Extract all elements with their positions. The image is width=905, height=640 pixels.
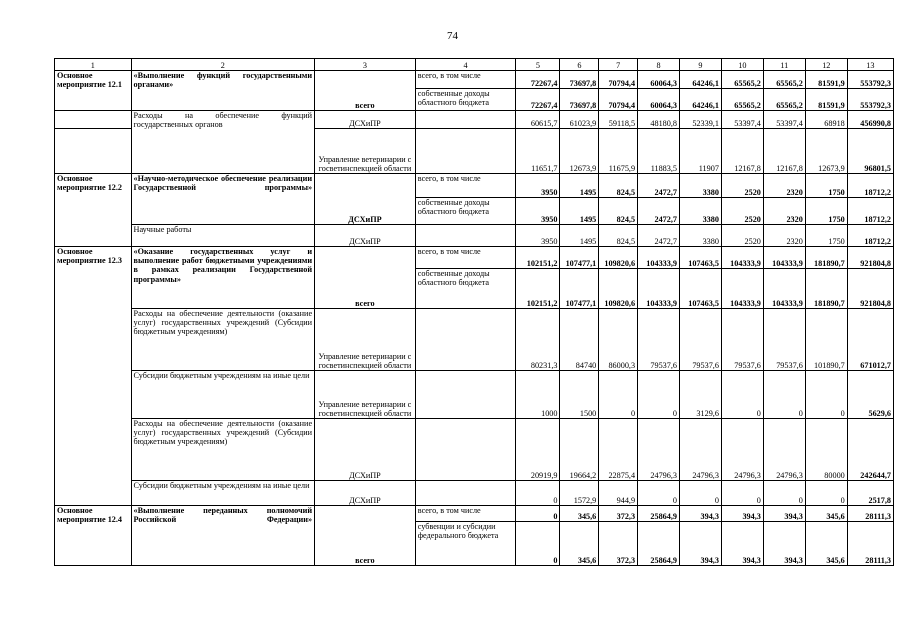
value-cell: 553792,3 xyxy=(847,71,893,89)
funding-source: всего, в том числе xyxy=(415,247,516,269)
value-cell: 65565,2 xyxy=(721,71,763,89)
value-cell: 102151,2 xyxy=(516,247,560,269)
budget-table xyxy=(54,58,894,566)
executor-cell: ДСХиПР xyxy=(315,481,416,506)
value-cell: 1750 xyxy=(805,225,847,247)
value-cell: 0 xyxy=(638,481,680,506)
measure-title: «Научно-методическое обеспечение реализации Государственной программы» xyxy=(131,174,315,225)
measure-title: «Выполнение переданных полномочий Российской Федерации» xyxy=(131,506,315,566)
value-cell: 68918 xyxy=(805,111,847,129)
executor-cell: всего xyxy=(315,506,416,566)
value-cell: 65565,2 xyxy=(763,89,805,111)
measure-title: «Оказание государственных услуг и выполнение работ бюджетными учреждениями в рамках реализации Государственной программы» xyxy=(131,247,315,309)
value-cell: 242644,7 xyxy=(847,419,893,481)
funding-source: собственные доходы областного бюджета xyxy=(415,198,516,225)
value-cell: 3129,6 xyxy=(680,371,722,419)
value-cell: 1495 xyxy=(560,174,599,198)
value-cell: 104333,9 xyxy=(763,247,805,269)
header-cell: 6 xyxy=(560,59,599,71)
value-cell: 18712,2 xyxy=(847,198,893,225)
value-cell: 12167,8 xyxy=(721,129,763,174)
value-cell: 102151,2 xyxy=(516,269,560,309)
value-cell: 109820,6 xyxy=(599,269,638,309)
value-cell: 101890,7 xyxy=(805,309,847,371)
value-cell: 0 xyxy=(763,481,805,506)
value-cell: 11675,9 xyxy=(599,129,638,174)
executor-cell: всего xyxy=(315,247,416,309)
table-row xyxy=(55,225,894,247)
empty-cell xyxy=(415,481,516,506)
value-cell: 0 xyxy=(805,371,847,419)
executor-cell: Управление ветеринарии с госветинспекцией области xyxy=(315,129,416,174)
value-cell: 61023,9 xyxy=(560,111,599,129)
header-cell: 4 xyxy=(415,59,516,71)
value-cell: 824,5 xyxy=(599,198,638,225)
table-row xyxy=(55,174,894,198)
value-cell: 181890,7 xyxy=(805,269,847,309)
executor-cell: ДСХиПР xyxy=(315,419,416,481)
value-cell: 104333,9 xyxy=(721,247,763,269)
value-cell: 2520 xyxy=(721,198,763,225)
table-row xyxy=(55,481,894,506)
value-cell: 921804,8 xyxy=(847,269,893,309)
value-cell: 53397,4 xyxy=(721,111,763,129)
header-cell: 13 xyxy=(847,59,893,71)
value-cell: 24796,3 xyxy=(763,419,805,481)
value-cell: 18712,2 xyxy=(847,174,893,198)
value-cell: 456990,8 xyxy=(847,111,893,129)
value-cell: 11883,5 xyxy=(638,129,680,174)
header-cell: 9 xyxy=(680,59,722,71)
value-cell: 0 xyxy=(680,481,722,506)
header-cell: 3 xyxy=(315,59,416,71)
measure-label: Основное мероприятие 12.3 xyxy=(55,247,132,506)
value-cell: 64246,1 xyxy=(680,89,722,111)
value-cell: 20919,9 xyxy=(516,419,560,481)
value-cell: 24796,3 xyxy=(680,419,722,481)
value-cell: 3950 xyxy=(516,225,560,247)
value-cell: 372,3 xyxy=(599,506,638,522)
funding-source: всего, в том числе xyxy=(415,174,516,198)
header-cell: 12 xyxy=(805,59,847,71)
executor-cell: ДСХиПР xyxy=(315,174,416,225)
value-cell: 944,9 xyxy=(599,481,638,506)
value-cell: 11907 xyxy=(680,129,722,174)
activity-name: Субсидии бюджетным учреждениям на иные цели xyxy=(131,371,315,419)
value-cell: 80000 xyxy=(805,419,847,481)
value-cell: 65565,2 xyxy=(721,89,763,111)
value-cell: 3380 xyxy=(680,225,722,247)
value-cell: 65565,2 xyxy=(763,71,805,89)
value-cell: 372,3 xyxy=(599,522,638,566)
value-cell: 1750 xyxy=(805,174,847,198)
executor-cell: Управление ветеринарии с госветинспекцией области xyxy=(315,309,416,371)
value-cell: 107477,1 xyxy=(560,269,599,309)
value-cell: 2517,8 xyxy=(847,481,893,506)
value-cell: 70794,4 xyxy=(599,89,638,111)
value-cell: 73697,8 xyxy=(560,89,599,111)
value-cell: 1750 xyxy=(805,198,847,225)
value-cell: 73697,8 xyxy=(560,71,599,89)
value-cell: 1500 xyxy=(560,371,599,419)
value-cell: 2472,7 xyxy=(638,225,680,247)
value-cell: 28111,3 xyxy=(847,506,893,522)
value-cell: 12673,9 xyxy=(560,129,599,174)
value-cell: 52339,1 xyxy=(680,111,722,129)
activity-name: Расходы на обеспечение деятельности (оказание услуг) государственных учреждений (Субсидии бюджетным учреждениям) xyxy=(131,419,315,481)
value-cell: 107463,5 xyxy=(680,269,722,309)
funding-source: всего, в том числе xyxy=(415,506,516,522)
page-number: 74 xyxy=(447,30,458,42)
value-cell: 671012,7 xyxy=(847,309,893,371)
value-cell: 28111,3 xyxy=(847,522,893,566)
value-cell: 0 xyxy=(763,371,805,419)
header-row xyxy=(55,59,894,71)
value-cell: 0 xyxy=(721,481,763,506)
value-cell: 553792,3 xyxy=(847,89,893,111)
value-cell: 0 xyxy=(516,522,560,566)
value-cell: 0 xyxy=(805,481,847,506)
measure-label: Основное мероприятие 12.4 xyxy=(55,506,132,566)
value-cell: 5629,6 xyxy=(847,371,893,419)
value-cell: 2472,7 xyxy=(638,198,680,225)
value-cell: 22875,4 xyxy=(599,419,638,481)
header-cell: 10 xyxy=(721,59,763,71)
value-cell: 84740 xyxy=(560,309,599,371)
value-cell: 2520 xyxy=(721,174,763,198)
value-cell: 394,3 xyxy=(721,506,763,522)
funding-source: собственные доходы областного бюджета xyxy=(415,269,516,309)
measure-title: «Выполнение функций государственными органами» xyxy=(131,71,315,111)
value-cell: 18712,2 xyxy=(847,225,893,247)
value-cell: 394,3 xyxy=(721,522,763,566)
value-cell: 104333,9 xyxy=(638,247,680,269)
funding-source: собственные доходы областного бюджета xyxy=(415,89,516,111)
value-cell: 12167,8 xyxy=(763,129,805,174)
value-cell: 81591,9 xyxy=(805,89,847,111)
table-row xyxy=(55,247,894,269)
measure-label: Основное мероприятие 12.2 xyxy=(55,174,132,247)
value-cell: 70794,4 xyxy=(599,71,638,89)
value-cell: 60064,3 xyxy=(638,89,680,111)
empty-cell xyxy=(415,129,516,174)
empty-cell xyxy=(415,419,516,481)
value-cell: 0 xyxy=(516,481,560,506)
table-row xyxy=(55,309,894,371)
value-cell: 394,3 xyxy=(680,506,722,522)
value-cell: 19664,2 xyxy=(560,419,599,481)
activity-name: Расходы на обеспечение деятельности (оказание услуг) государственных учреждений (Субсидии бюджетным учреждениям) xyxy=(131,309,315,371)
value-cell: 824,5 xyxy=(599,174,638,198)
table-row xyxy=(55,506,894,522)
value-cell: 1495 xyxy=(560,225,599,247)
value-cell: 79537,6 xyxy=(638,309,680,371)
value-cell: 72267,4 xyxy=(516,89,560,111)
empty-cell xyxy=(55,111,132,129)
value-cell: 0 xyxy=(516,506,560,522)
value-cell: 12673,9 xyxy=(805,129,847,174)
value-cell: 345,6 xyxy=(560,506,599,522)
value-cell: 3950 xyxy=(516,174,560,198)
value-cell: 1000 xyxy=(516,371,560,419)
value-cell: 80231,3 xyxy=(516,309,560,371)
value-cell: 109820,6 xyxy=(599,247,638,269)
value-cell: 2320 xyxy=(763,225,805,247)
value-cell: 3950 xyxy=(516,198,560,225)
value-cell: 53397,4 xyxy=(763,111,805,129)
value-cell: 2320 xyxy=(763,198,805,225)
value-cell: 81591,9 xyxy=(805,71,847,89)
value-cell: 345,6 xyxy=(805,522,847,566)
value-cell: 824,5 xyxy=(599,225,638,247)
header-cell: 1 xyxy=(55,59,132,71)
table-row xyxy=(55,371,894,419)
table-row xyxy=(55,111,894,129)
value-cell: 25864,9 xyxy=(638,506,680,522)
activity-name: Научные работы xyxy=(131,225,315,247)
value-cell: 79537,6 xyxy=(721,309,763,371)
empty-cell xyxy=(415,309,516,371)
value-cell: 72267,4 xyxy=(516,71,560,89)
table-row xyxy=(55,71,894,89)
value-cell: 104333,9 xyxy=(721,269,763,309)
empty-cell xyxy=(55,129,132,174)
executor-cell: ДСХиПР xyxy=(315,111,416,129)
value-cell: 0 xyxy=(721,371,763,419)
value-cell: 2520 xyxy=(721,225,763,247)
value-cell: 345,6 xyxy=(560,522,599,566)
table-row xyxy=(55,419,894,481)
value-cell: 0 xyxy=(638,371,680,419)
empty-cell xyxy=(415,225,516,247)
value-cell: 3380 xyxy=(680,198,722,225)
activity-name: Субсидии бюджетным учреждениям на иные цели xyxy=(131,481,315,506)
funding-source: субвенции и субсидии федерального бюджета xyxy=(415,522,516,566)
value-cell: 86000,3 xyxy=(599,309,638,371)
executor-cell: Управление ветеринарии с госветинспекцией области xyxy=(315,371,416,419)
empty-cell xyxy=(415,111,516,129)
funding-source: всего, в том числе xyxy=(415,71,516,89)
value-cell: 394,3 xyxy=(680,522,722,566)
empty-cell xyxy=(415,371,516,419)
value-cell: 11651,7 xyxy=(516,129,560,174)
value-cell: 107463,5 xyxy=(680,247,722,269)
value-cell: 1495 xyxy=(560,198,599,225)
value-cell: 107477,1 xyxy=(560,247,599,269)
value-cell: 79537,6 xyxy=(763,309,805,371)
executor-cell: ДСХиПР xyxy=(315,225,416,247)
value-cell: 96801,5 xyxy=(847,129,893,174)
value-cell: 24796,3 xyxy=(638,419,680,481)
header-cell: 7 xyxy=(599,59,638,71)
value-cell: 24796,3 xyxy=(721,419,763,481)
value-cell: 59118,5 xyxy=(599,111,638,129)
value-cell: 48180,8 xyxy=(638,111,680,129)
value-cell: 79537,6 xyxy=(680,309,722,371)
value-cell: 64246,1 xyxy=(680,71,722,89)
value-cell: 2472,7 xyxy=(638,174,680,198)
executor-cell: всего xyxy=(315,71,416,111)
header-cell: 5 xyxy=(516,59,560,71)
header-cell: 11 xyxy=(763,59,805,71)
value-cell: 921804,8 xyxy=(847,247,893,269)
value-cell: 104333,9 xyxy=(638,269,680,309)
value-cell: 60064,3 xyxy=(638,71,680,89)
value-cell: 3380 xyxy=(680,174,722,198)
value-cell: 181890,7 xyxy=(805,247,847,269)
value-cell: 394,3 xyxy=(763,522,805,566)
value-cell: 1572,9 xyxy=(560,481,599,506)
value-cell: 104333,9 xyxy=(763,269,805,309)
value-cell: 25864,9 xyxy=(638,522,680,566)
value-cell: 394,3 xyxy=(763,506,805,522)
header-cell: 2 xyxy=(131,59,315,71)
activity-name: Расходы на обеспечение функций государственных органов xyxy=(131,111,315,174)
value-cell: 2320 xyxy=(763,174,805,198)
value-cell: 60615,7 xyxy=(516,111,560,129)
header-cell: 8 xyxy=(638,59,680,71)
value-cell: 345,6 xyxy=(805,506,847,522)
measure-label: Основное мероприятие 12.1 xyxy=(55,71,132,111)
value-cell: 0 xyxy=(599,371,638,419)
